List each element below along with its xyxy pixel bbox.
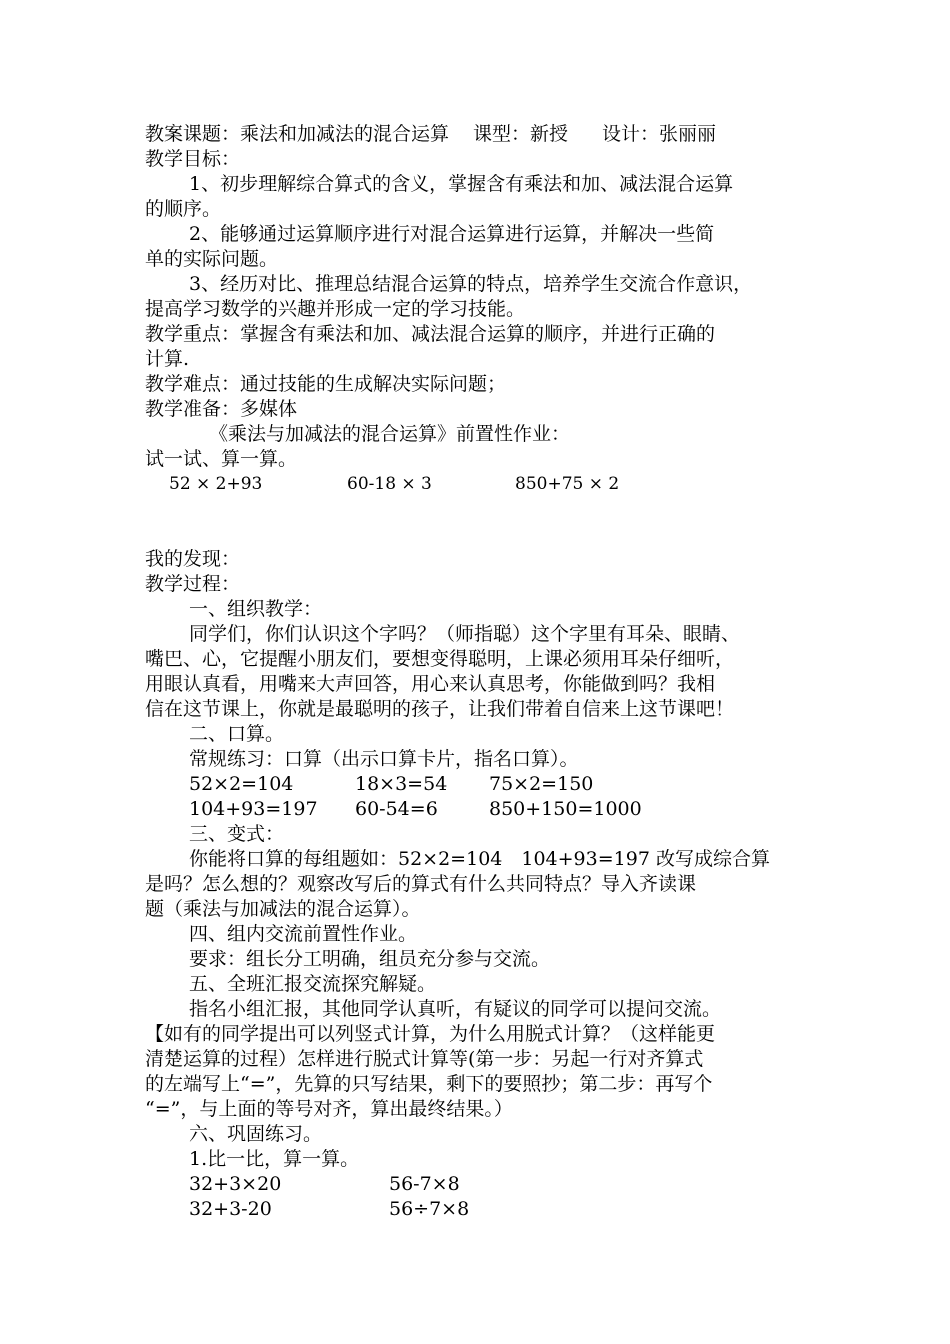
try-expr: 60-18 × 3 bbox=[347, 474, 432, 494]
section-3: 三、变式： bbox=[189, 823, 285, 845]
para-3-line: 是吗？怎么想的？观察改写后的算式有什么共同特点？导入齐读课 bbox=[145, 873, 697, 895]
para-1: 同学们，你们认识这个字吗？（师指聪）这个字里有耳朵、眼睛、 bbox=[189, 623, 741, 645]
exercise-item: 32+3×20 bbox=[189, 1173, 282, 1195]
objective-1-cont: 的顺序。 bbox=[145, 198, 222, 220]
try-expr: 52 × 2+93 bbox=[169, 474, 263, 494]
objectives-heading: 教学目标： bbox=[145, 148, 241, 170]
homework-title: 《乘法与加减法的混合运算》前置性作业： bbox=[209, 423, 571, 445]
difficulty: 教学难点：通过技能的生成解决实际问题； bbox=[145, 373, 507, 395]
exercise-row bbox=[145, 1172, 825, 1197]
exercise-item: 56÷7×8 bbox=[389, 1198, 470, 1220]
exercise-1: 1.比一比，算一算。 bbox=[189, 1148, 360, 1170]
process-heading: 教学过程： bbox=[145, 573, 241, 595]
calc-item: 75×2=150 bbox=[489, 773, 594, 795]
exercise-item: 56-7×8 bbox=[389, 1173, 460, 1195]
para-5-line: 【如有的同学提出可以列竖式计算，为什么用脱式计算？（这样能更 bbox=[145, 1023, 716, 1045]
calc-item: 18×3=54 bbox=[355, 773, 448, 795]
try-heading: 试一试、算一算。 bbox=[145, 448, 298, 470]
para-4: 要求：组长分工明确，组员充分参与交流。 bbox=[189, 948, 551, 970]
calc-row bbox=[145, 797, 825, 822]
exercise-item: 32+3-20 bbox=[189, 1198, 272, 1220]
lesson-type: 课型：新授 bbox=[473, 123, 569, 145]
calc-item: 60-54=6 bbox=[355, 798, 438, 820]
exercise-row bbox=[145, 1197, 825, 1222]
para-5-line: “=”，与上面的等号对齐，算出最终结果。） bbox=[145, 1098, 513, 1120]
para-2: 常规练习：口算（出示口算卡片，指名口算）。 bbox=[189, 748, 579, 770]
calc-item: 850+150=1000 bbox=[489, 798, 642, 820]
objective-3: 3、经历对比、推理总结混合运算的特点，培养学生交流合作意识， bbox=[189, 273, 753, 295]
section-6: 六、巩固练习。 bbox=[189, 1123, 323, 1145]
lesson-title: 教案课题：乘法和加减法的混合运算 bbox=[145, 123, 450, 145]
objective-2-cont: 单的实际问题。 bbox=[145, 248, 279, 270]
lesson-header bbox=[145, 122, 825, 147]
key-point-cont: 计算. bbox=[145, 348, 190, 370]
key-point: 教学重点：掌握含有乘法和加、减法混合运算的顺序，并进行正确的 bbox=[145, 323, 716, 345]
para-3: 你能将口算的每组题如：52×2=104 104+93=197 改写成综合算 bbox=[189, 848, 770, 870]
objective-2: 2、能够通过运算顺序进行对混合运算进行运算，并解决一些简 bbox=[189, 223, 715, 245]
section-1: 一、组织教学： bbox=[189, 598, 323, 620]
calc-item: 52×2=104 bbox=[189, 773, 294, 795]
try-expr: 850+75 × 2 bbox=[515, 474, 620, 494]
para-3-line: 题（乘法与加减法的混合运算）。 bbox=[145, 898, 421, 920]
calc-row bbox=[145, 772, 825, 797]
para-5-line: 的左端写上“=”，先算的只写结果，剩下的要照抄；第二步：再写个 bbox=[145, 1073, 713, 1095]
section-4: 四、组内交流前置性作业。 bbox=[189, 923, 418, 945]
preparation: 教学准备：多媒体 bbox=[145, 398, 298, 420]
para-1-line: 用眼认真看，用嘴来大声回答，用心来认真思考，你能做到吗？我相 bbox=[145, 673, 716, 695]
section-2: 二、口算。 bbox=[189, 723, 285, 745]
try-expressions bbox=[145, 472, 825, 497]
para-1-line: 信在这节课上，你就是最聪明的孩子，让我们带着自信来上这节课吧！ bbox=[145, 698, 735, 720]
para-5-line: 清楚运算的过程）怎样进行脱式计算等(第一步：另起一行对齐算式 bbox=[145, 1048, 704, 1070]
section-5: 五、全班汇报交流探究解疑。 bbox=[189, 973, 437, 995]
calc-item: 104+93=197 bbox=[189, 798, 318, 820]
document-page bbox=[145, 122, 825, 1222]
para-5: 指名小组汇报，其他同学认真听，有疑议的同学可以提问交流。 bbox=[189, 998, 722, 1020]
objective-3-cont: 提高学习数学的兴趣并形成一定的学习技能。 bbox=[145, 298, 526, 320]
objective-1: 1、初步理解综合算式的含义，掌握含有乘法和加、减法混合运算 bbox=[189, 173, 734, 195]
discovery: 我的发现： bbox=[145, 548, 241, 570]
lesson-designer: 设计：张丽丽 bbox=[602, 123, 717, 145]
para-1-line: 嘴巴、心，它提醒小朋友们，要想变得聪明，上课必须用耳朵仔细听， bbox=[145, 648, 735, 670]
